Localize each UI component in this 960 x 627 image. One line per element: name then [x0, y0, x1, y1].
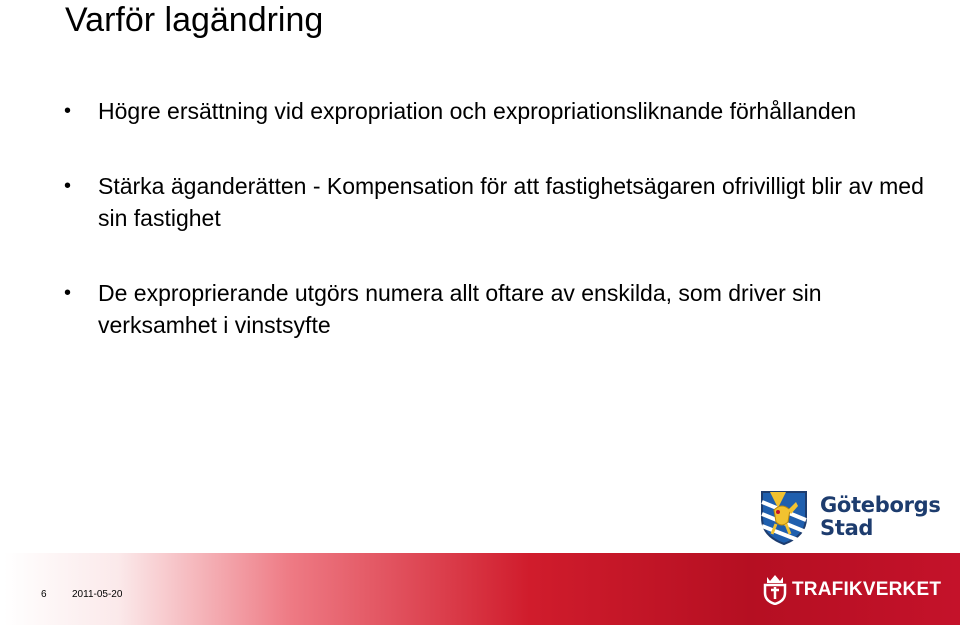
stad-line: Stad	[820, 516, 874, 540]
bullet-item	[64, 277, 924, 341]
goteborgs-stad-logo	[758, 488, 941, 546]
goteborgs-stad-wordmark	[820, 494, 941, 540]
goteborgs-line: Göteborgs	[820, 493, 941, 517]
goteborg-coat-of-arms-icon	[758, 488, 810, 546]
bullet-marker: •	[64, 282, 72, 304]
slide-title: Varför lagändring	[65, 1, 324, 39]
bullet-marker: •	[64, 100, 72, 122]
crown-shield-icon	[762, 573, 788, 605]
bullet-marker: •	[64, 175, 72, 197]
footer-date: 2011-05-20	[72, 589, 123, 600]
trafikverket-wordmark: TRAFIKVERKET	[792, 579, 942, 600]
page-number: 6	[41, 589, 47, 600]
bullet-list	[64, 95, 924, 384]
bullet-item	[64, 95, 924, 127]
trafikverket-logo	[762, 573, 942, 605]
bullet-text: Stärka äganderätten - Kompensation för att fastighetsägaren ofrivilligt blir av med sin fastighet	[98, 173, 924, 231]
bullet-text: De exproprierande utgörs numera allt oftare av enskilda, som driver sin verksamhet i vinstsyfte	[98, 280, 822, 338]
bullet-item	[64, 170, 924, 234]
bullet-text: Högre ersättning vid expropriation och expropriationsliknande förhållanden	[98, 98, 857, 124]
